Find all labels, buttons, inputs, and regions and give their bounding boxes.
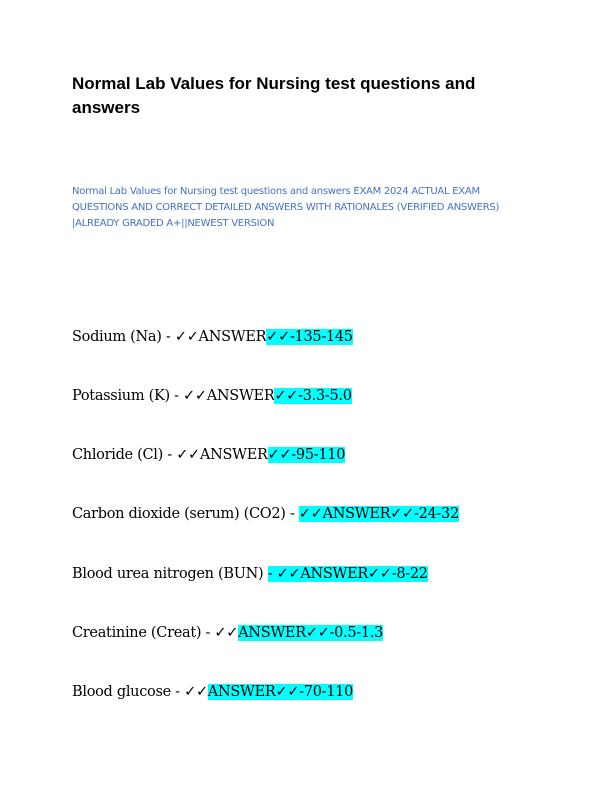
entry-answer-highlight: ✓✓-3.3-5.0: [274, 388, 352, 404]
entry-label: Blood glucose - ✓✓: [72, 684, 208, 700]
lab-value-entry-sodium: [72, 327, 353, 347]
lab-value-entry-glucose: [72, 682, 353, 702]
entry-label: Chloride (Cl) - ✓✓ANSWER: [72, 447, 268, 463]
lab-value-entry-potassium: [72, 386, 352, 406]
entry-label: Blood urea nitrogen (BUN): [72, 566, 268, 582]
entry-answer-highlight: ✓✓-135-145: [266, 329, 353, 345]
entry-answer-highlight: ✓✓ANSWER✓✓-24-32: [298, 506, 459, 522]
entry-answer-highlight: ANSWER✓✓-70-110: [207, 684, 354, 700]
entry-label: Carbon dioxide (serum) (CO2) -: [72, 506, 299, 522]
lab-value-entry-creatinine: [72, 623, 383, 643]
entry-label: Potassium (K) - ✓✓ANSWER: [72, 388, 275, 404]
entry-label: Creatinine (Creat) - ✓✓: [72, 625, 239, 641]
entry-answer-highlight: ANSWER✓✓-0.5-1.3: [238, 625, 384, 641]
lab-value-entry-carbon-dioxide: [72, 504, 459, 524]
lab-value-entry-chloride: [72, 445, 345, 465]
document-title: Normal Lab Values for Nursing test questions and answers: [72, 74, 476, 117]
entry-label: Sodium (Na) - ✓✓ANSWER: [72, 329, 267, 345]
lab-value-entry-bun: [72, 564, 428, 584]
entry-answer-highlight: - ✓✓ANSWER✓✓-8-22: [267, 566, 428, 582]
entry-answer-highlight: ✓✓-95-110: [267, 447, 346, 463]
document-subtitle: Normal Lab Values for Nursing test questions and answers EXAM 2024 ACTUAL EXAM QUESTIONS AND CORRECT DETAILED ANSWERS WITH RATIONALES (VERIFIED ANSWERS) |ALREADY GRADED A+||NEWEST VERSION: [72, 186, 500, 229]
